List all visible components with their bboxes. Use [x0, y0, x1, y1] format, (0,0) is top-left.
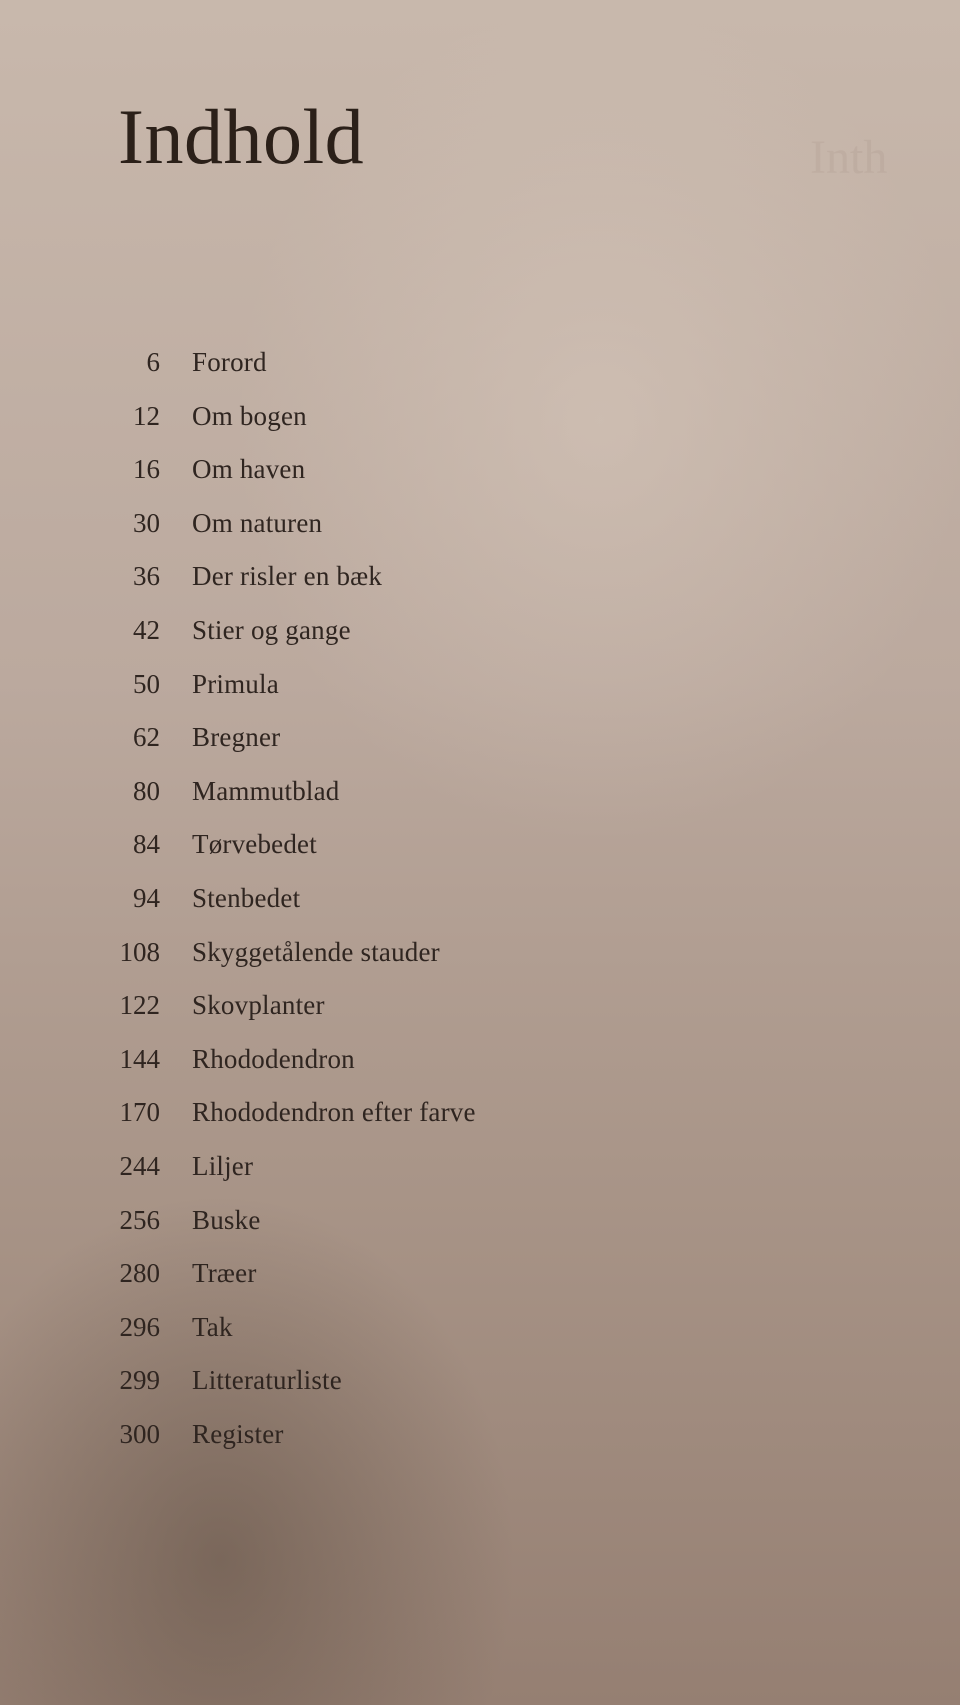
toc-chapter-title: Tak — [192, 1311, 233, 1342]
toc-entry — [100, 722, 476, 776]
toc-chapter-title: Litteraturliste — [192, 1365, 342, 1396]
toc-page-number: 122 — [119, 990, 160, 1021]
toc-chapter-title: Forord — [192, 347, 267, 377]
toc-chapter-title: Skovplanter — [192, 990, 325, 1021]
show-through-text: Inth — [810, 131, 888, 184]
toc-chapter-title: Bregner — [192, 722, 281, 753]
toc-entry — [100, 829, 476, 883]
toc-entry — [100, 669, 476, 723]
toc-entry — [100, 508, 476, 562]
toc-chapter-title: Der risler en bæk — [192, 561, 383, 592]
toc-entry — [100, 561, 476, 615]
toc-entry — [100, 347, 476, 401]
toc-chapter-title: Tørvebedet — [192, 829, 317, 860]
toc-entry — [100, 937, 476, 991]
page-title: Indhold — [118, 93, 365, 180]
toc-page-number: 94 — [133, 882, 160, 913]
toc-chapter-title: Buske — [192, 1204, 261, 1235]
toc-entry — [100, 1205, 476, 1259]
toc-entry — [100, 1365, 476, 1419]
toc-page-number: 299 — [119, 1365, 160, 1396]
toc-chapter-title: Register — [192, 1418, 284, 1449]
toc-page-number: 30 — [133, 507, 160, 538]
toc-page-number: 36 — [133, 561, 160, 592]
toc-chapter-title: Primula — [192, 668, 279, 699]
toc-page-number: 244 — [119, 1150, 160, 1181]
toc-page-number: 50 — [133, 668, 160, 699]
toc-page-number: 84 — [133, 829, 160, 860]
toc-entry — [100, 1419, 476, 1473]
toc-page-number: 300 — [119, 1418, 160, 1449]
toc-page-number: 256 — [119, 1204, 160, 1235]
toc-entry — [100, 990, 476, 1044]
toc-entry — [100, 1258, 476, 1312]
toc-entry — [100, 883, 476, 937]
toc-chapter-title: Stenbedet — [192, 882, 301, 913]
toc-page-number: 16 — [133, 454, 160, 485]
toc-chapter-title: Om haven — [192, 454, 306, 485]
toc-page-number: 280 — [119, 1258, 160, 1289]
toc-chapter-title: Mammutblad — [192, 775, 340, 806]
toc-page-number: 144 — [119, 1043, 160, 1074]
toc-page-number: 12 — [133, 400, 160, 431]
toc-page-number: 108 — [119, 936, 160, 967]
toc-chapter-title: Stier og gange — [192, 614, 351, 645]
toc-chapter-title: Rhododendron — [192, 1043, 355, 1074]
toc-chapter-title: Skyggetålende stauder — [192, 936, 440, 967]
toc-chapter-title: Rhododendron efter farve — [192, 1097, 476, 1128]
toc-chapter-title: Om naturen — [192, 507, 323, 538]
toc-page-number: 296 — [119, 1311, 160, 1342]
toc-page-number: 80 — [133, 775, 160, 806]
toc-page-number: 62 — [133, 722, 160, 753]
toc-entry — [100, 1097, 476, 1151]
toc-entry — [100, 1151, 476, 1205]
toc-page-number: 170 — [119, 1097, 160, 1128]
toc-entry — [100, 776, 476, 830]
toc-entry — [100, 1312, 476, 1366]
toc-entry — [100, 401, 476, 455]
toc-entry — [100, 454, 476, 508]
toc-entry — [100, 1044, 476, 1098]
table-of-contents — [100, 347, 476, 1472]
toc-chapter-title: Liljer — [192, 1150, 254, 1181]
toc-page-number: 42 — [133, 614, 160, 645]
toc-page-number: 6 — [146, 347, 160, 377]
toc-entry — [100, 615, 476, 669]
toc-chapter-title: Om bogen — [192, 400, 307, 431]
toc-chapter-title: Træer — [192, 1258, 257, 1289]
